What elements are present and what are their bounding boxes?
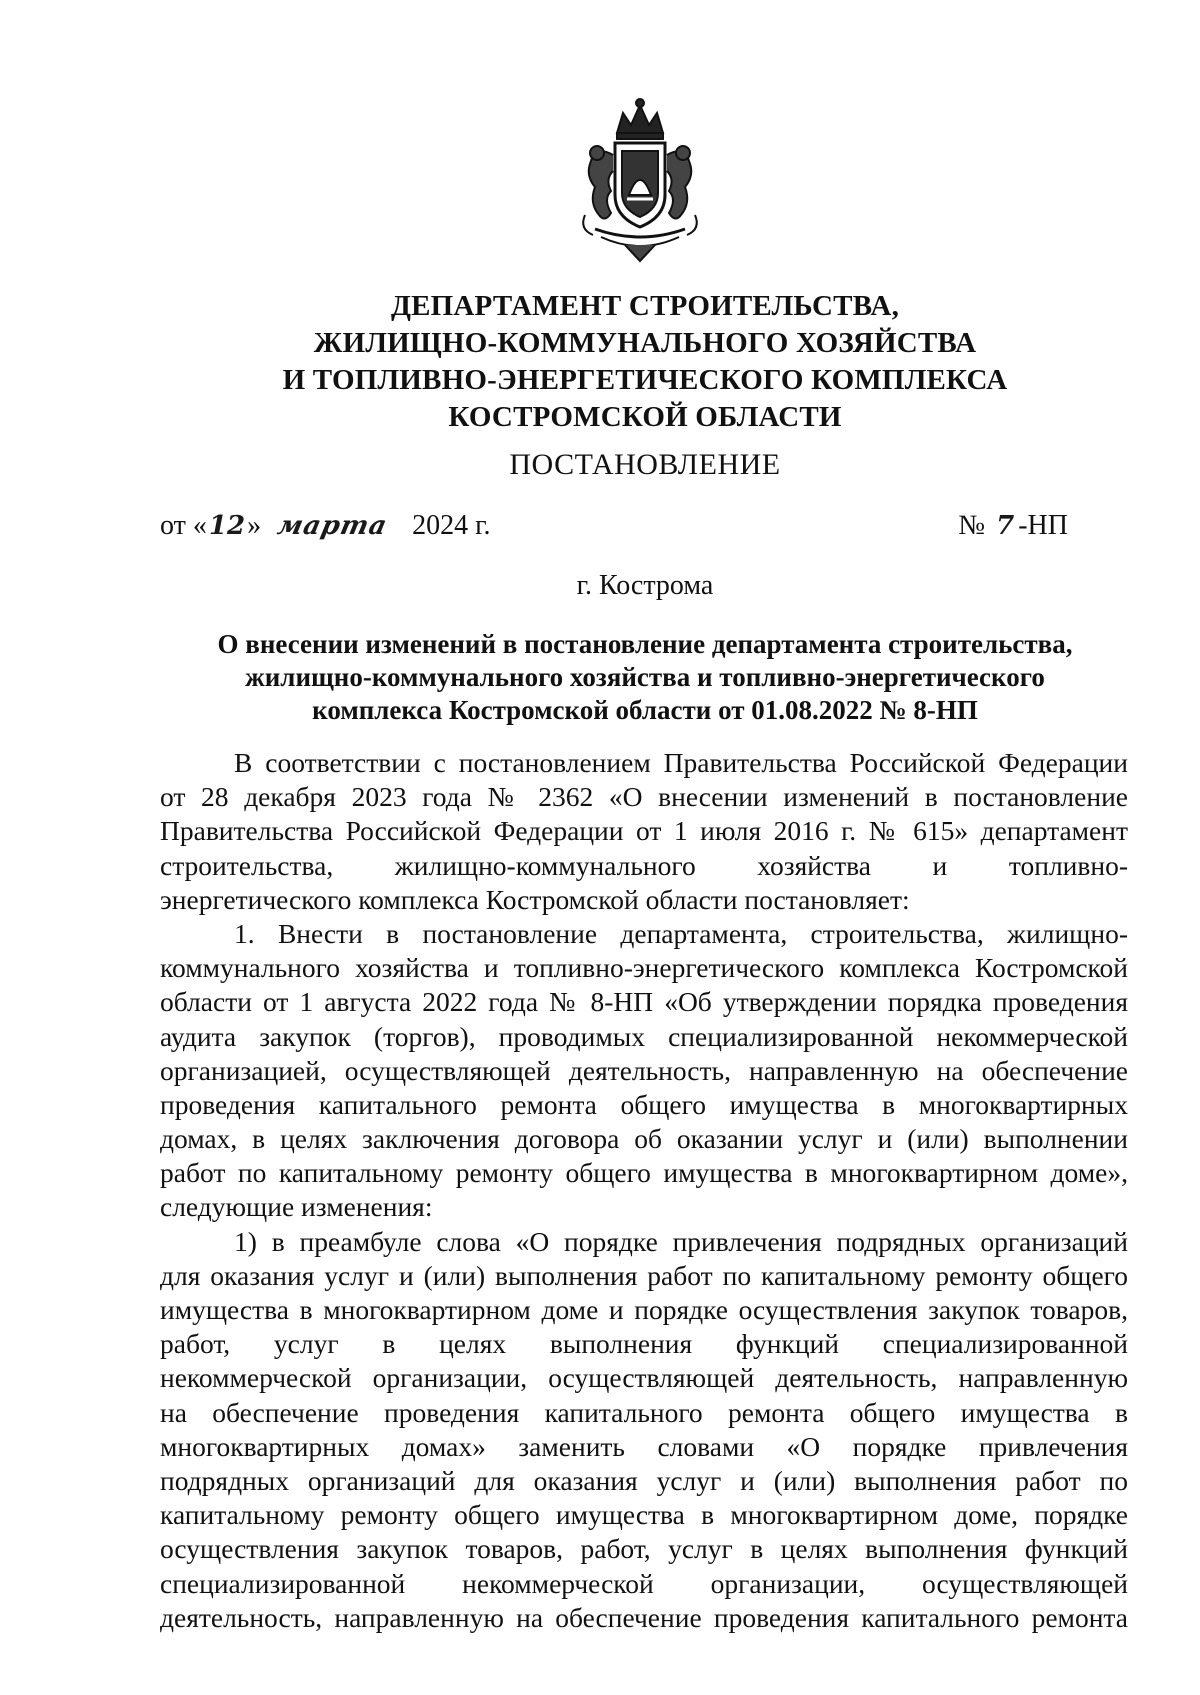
- body-line: Правительства Российской Федерации от 1 июля 2016 г. № 615» департамент: [160, 815, 1128, 847]
- document-date: [160, 508, 491, 544]
- body-line: коммунального хозяйства и топливно-энергетического комплекса Костромской: [160, 952, 1128, 984]
- body-line: некоммерческой организации, осуществляющей деятельность, направленную: [160, 1362, 1128, 1394]
- subject-line: комплекса Костромской области от 01.08.2022 № 8-НП: [312, 695, 978, 725]
- city-name: г. Кострома: [576, 570, 714, 601]
- body-line: капитальному ремонту общего имущества в многоквартирном доме, порядке: [160, 1499, 1128, 1531]
- coat-of-arms-emblem: [565, 95, 715, 265]
- body-line: работ, услуг в целях выполнения функций специализированной: [160, 1328, 1128, 1360]
- body-line: 1) в преамбуле слова «О порядке привлечения подрядных организаций: [234, 1225, 1128, 1257]
- body-line: осуществления закупок товаров, работ, услуг в целях выполнения функций: [160, 1533, 1128, 1565]
- date-year: 2024 г.: [412, 510, 491, 541]
- subject-line: жилищно-коммунального хозяйства и топливно-энергетического: [245, 662, 1045, 692]
- body-line: деятельность, направленную на обеспечение проведения капитального ремонта: [160, 1601, 1128, 1633]
- number-handwritten: 7: [996, 511, 1015, 541]
- body-line: от 28 декабря 2023 года № 2362 «О внесении изменений в постановление: [160, 781, 1128, 813]
- department-line: ДЕПАРТАМЕНТ СТРОИТЕЛЬСТВА,: [390, 290, 900, 322]
- body-line: проведения капитального ремонта общего имущества в многоквартирных: [160, 1088, 1128, 1120]
- subject-line: О внесении изменений в постановление департамента строительства,: [217, 629, 1073, 659]
- date-prefix: от «: [160, 510, 207, 541]
- document-number: [958, 508, 1068, 544]
- number-suffix: -НП: [1018, 510, 1068, 541]
- body-line: области от 1 августа 2022 года № 8-НП «Об утверждении порядка проведения: [160, 986, 1128, 1018]
- department-name: [150, 288, 1140, 436]
- body-line: многоквартирных домах» заменить словами «О порядке привлечения: [160, 1430, 1128, 1462]
- body-line: для оказания услуг и (или) выполнения работ по капитальному ремонту общего: [160, 1259, 1128, 1291]
- body-line: следующие изменения:: [160, 1191, 433, 1223]
- body-line: специализированной некоммерческой организации, осуществляющей: [160, 1567, 1128, 1599]
- body-line: строительства, жилищно-коммунального хозяйства и топливно-: [160, 849, 1128, 881]
- document-type: ПОСТАНОВЛЕНИЕ: [509, 448, 781, 481]
- body-line: на обеспечение проведения капитального ремонта общего имущества в: [160, 1396, 1128, 1428]
- department-line: И ТОПЛИВНО-ЭНЕРГЕТИЧЕСКОГО КОМПЛЕКСА: [282, 364, 1008, 396]
- body-line: энергетического комплекса Костромской области постановляет:: [160, 883, 910, 915]
- body-line: подрядных организаций для оказания услуг и (или) выполнения работ по: [160, 1464, 1128, 1496]
- document-subject: [150, 628, 1140, 727]
- body-line: организацией, осуществляющей деятельность, направленную на обеспечение: [160, 1054, 1128, 1086]
- number-prefix: №: [958, 510, 986, 541]
- body-line: работ по капитальному ремонту общего имущества в многоквартирном доме»,: [160, 1157, 1128, 1189]
- body-line: 1. Внести в постановление департамента, строительства, жилищно-: [234, 917, 1128, 949]
- body-line: имущества в многоквартирном доме и порядке осуществления закупок товаров,: [160, 1294, 1128, 1325]
- document-body: [160, 746, 1128, 1635]
- department-line: КОСТРОМСКОЙ ОБЛАСТИ: [448, 401, 842, 433]
- body-line: домах, в целях заключения договора об оказании услуг и (или) выполнении: [160, 1123, 1128, 1155]
- body-line: аудита закупок (торгов), проводимых специализированной некоммерческой: [160, 1020, 1128, 1052]
- date-month-handwritten: марта: [274, 511, 391, 541]
- date-mid: »: [247, 510, 262, 541]
- date-day-handwritten: 12: [208, 511, 246, 541]
- body-line: В соответствии с постановлением Правительства Российской Федерации: [234, 747, 1128, 778]
- department-line: ЖИЛИЩНО-КОММУНАЛЬНОГО ХОЗЯЙСТВА: [313, 327, 977, 359]
